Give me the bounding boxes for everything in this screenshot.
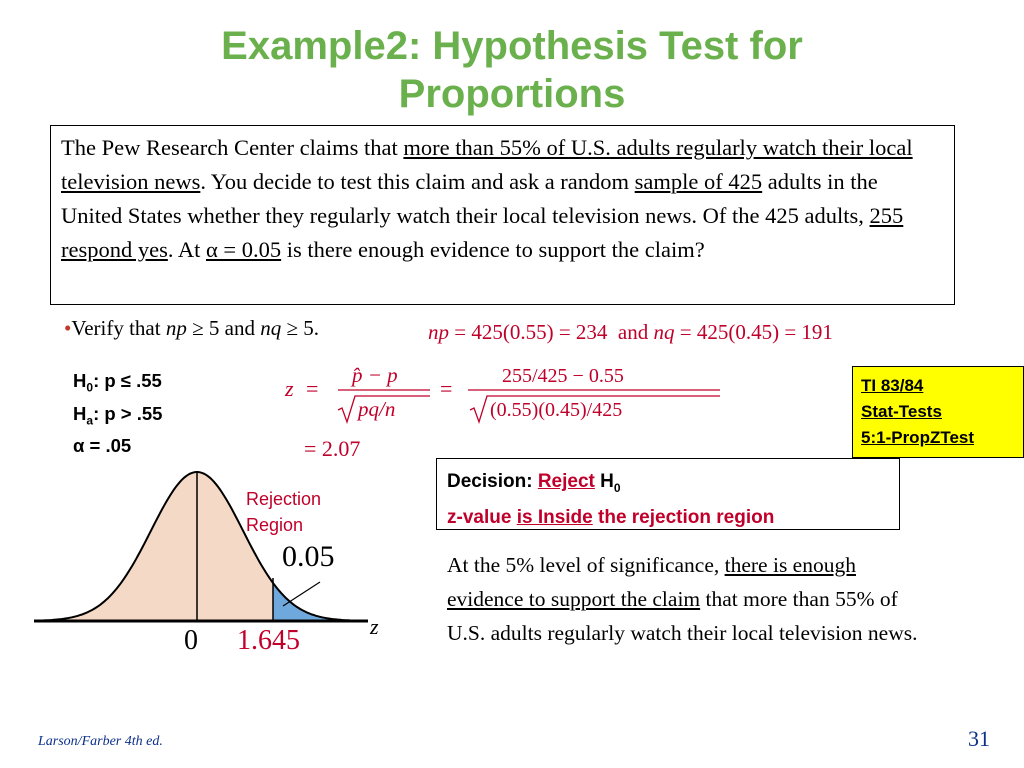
h0-statement: : p ≤ .55 <box>93 370 162 391</box>
alpha-area-label: 0.05 <box>282 540 335 573</box>
calc-nq: nq <box>653 320 675 344</box>
problem-text-1: The Pew Research Center claims that <box>61 135 404 160</box>
problem-statement-box <box>50 125 955 305</box>
bullet-icon: • <box>64 316 72 340</box>
z-axis-label: z <box>370 614 379 639</box>
significance-level: α = .05 <box>73 435 132 457</box>
conclusion-text-2: that more than 55% of U.S. adults regularly watch their local television news. <box>447 587 918 645</box>
verify-calculation <box>428 320 833 345</box>
problem-text-5: is there enough evidence to support the claim? <box>281 237 705 262</box>
ti-line-1: TI 83/84 <box>861 376 924 395</box>
normal-distribution-graph <box>30 460 400 670</box>
formula-result: = 2.07 <box>304 436 361 461</box>
sample-size-underlined: sample of 425 <box>634 169 763 194</box>
decision-h-subscript: 0 <box>613 480 621 495</box>
formula-numerator-2: 255/425 − 0.55 <box>502 365 624 387</box>
formula-denominator-1: pq/n <box>358 397 396 421</box>
verify-nq: nq <box>260 316 282 340</box>
alpha-pointer <box>283 582 320 606</box>
calc-text-1: = 425(0.55) = 234 and <box>449 320 654 344</box>
calculator-instructions-box <box>852 366 1024 458</box>
alpha-underlined: α = 0.05 <box>206 237 282 262</box>
decision-box <box>436 458 900 530</box>
calc-np: np <box>428 320 449 344</box>
critical-value-label: 1.645 <box>237 625 300 656</box>
null-hypothesis <box>73 368 162 401</box>
conclusion-text-1: At the 5% level of significance, <box>447 553 725 577</box>
verify-text-3: ≥ 5. <box>281 316 319 340</box>
zvalue-label: z-value <box>447 506 517 528</box>
decision-h: H <box>594 471 614 492</box>
slide-title <box>0 22 1024 118</box>
title-line-2: Proportions <box>398 72 626 116</box>
decision-label: Decision: <box>447 471 538 492</box>
formula-eq-2: = <box>440 376 453 401</box>
problem-text-4: . At <box>167 237 206 262</box>
h0-subscript: 0 <box>86 380 94 395</box>
ti-line-2: Stat-Tests <box>861 402 942 421</box>
rejection-label-line-2: Region <box>246 515 304 535</box>
z-statistic-formula <box>280 358 730 468</box>
zvalue-rest: the rejection region <box>592 506 775 528</box>
distribution-area <box>34 472 273 621</box>
footer-source: Larson/Farber 4th ed. <box>38 734 163 749</box>
verify-text-1: Verify that <box>71 316 166 340</box>
formula-numerator-1: p̂ − p <box>352 363 398 387</box>
rejection-label-line-1: Rejection <box>246 489 322 509</box>
zvalue-inside: is Inside <box>516 506 593 528</box>
verify-np: np <box>165 316 187 340</box>
page-number: 31 <box>968 726 990 751</box>
problem-text-2: . You decide to test this claim and ask a random <box>200 169 635 194</box>
mean-tick-label: 0 <box>184 625 198 656</box>
claim-underlined: more than 55% of U.S. adults regularly watch their local television news <box>61 135 913 194</box>
h0-label: H <box>73 370 87 391</box>
calc-text-2: = 425(0.45) = 191 <box>674 320 833 344</box>
alternative-hypothesis <box>73 401 162 434</box>
title-line-1: Example2: Hypothesis Test for <box>221 24 803 68</box>
responses-underlined: 255 respond yes <box>61 203 904 262</box>
ti-line-3: 5:1-PropZTest <box>861 428 975 447</box>
formula-denominator-2: (0.55)(0.45)/425 <box>490 399 623 421</box>
formula-z: z <box>285 376 294 401</box>
problem-text-3: adults in the United States whether they regularly watch their local television news. Of the 425 adults, <box>61 169 878 228</box>
ha-statement: : p > .55 <box>93 402 163 424</box>
verify-bullet <box>64 316 319 341</box>
formula-eq-1: = <box>306 376 319 401</box>
zvalue-line <box>447 503 889 532</box>
ha-subscript: a <box>86 413 94 428</box>
hypotheses <box>73 368 162 458</box>
conclusion-underlined: there is enough evidence to support the claim <box>447 553 856 611</box>
verify-text-2: ≥ 5 and <box>186 316 261 340</box>
rejection-region-label <box>246 486 321 538</box>
decision-line <box>447 467 889 503</box>
ha-label: H <box>73 402 87 424</box>
conclusion-text <box>447 548 927 650</box>
decision-reject: Reject <box>537 471 595 492</box>
